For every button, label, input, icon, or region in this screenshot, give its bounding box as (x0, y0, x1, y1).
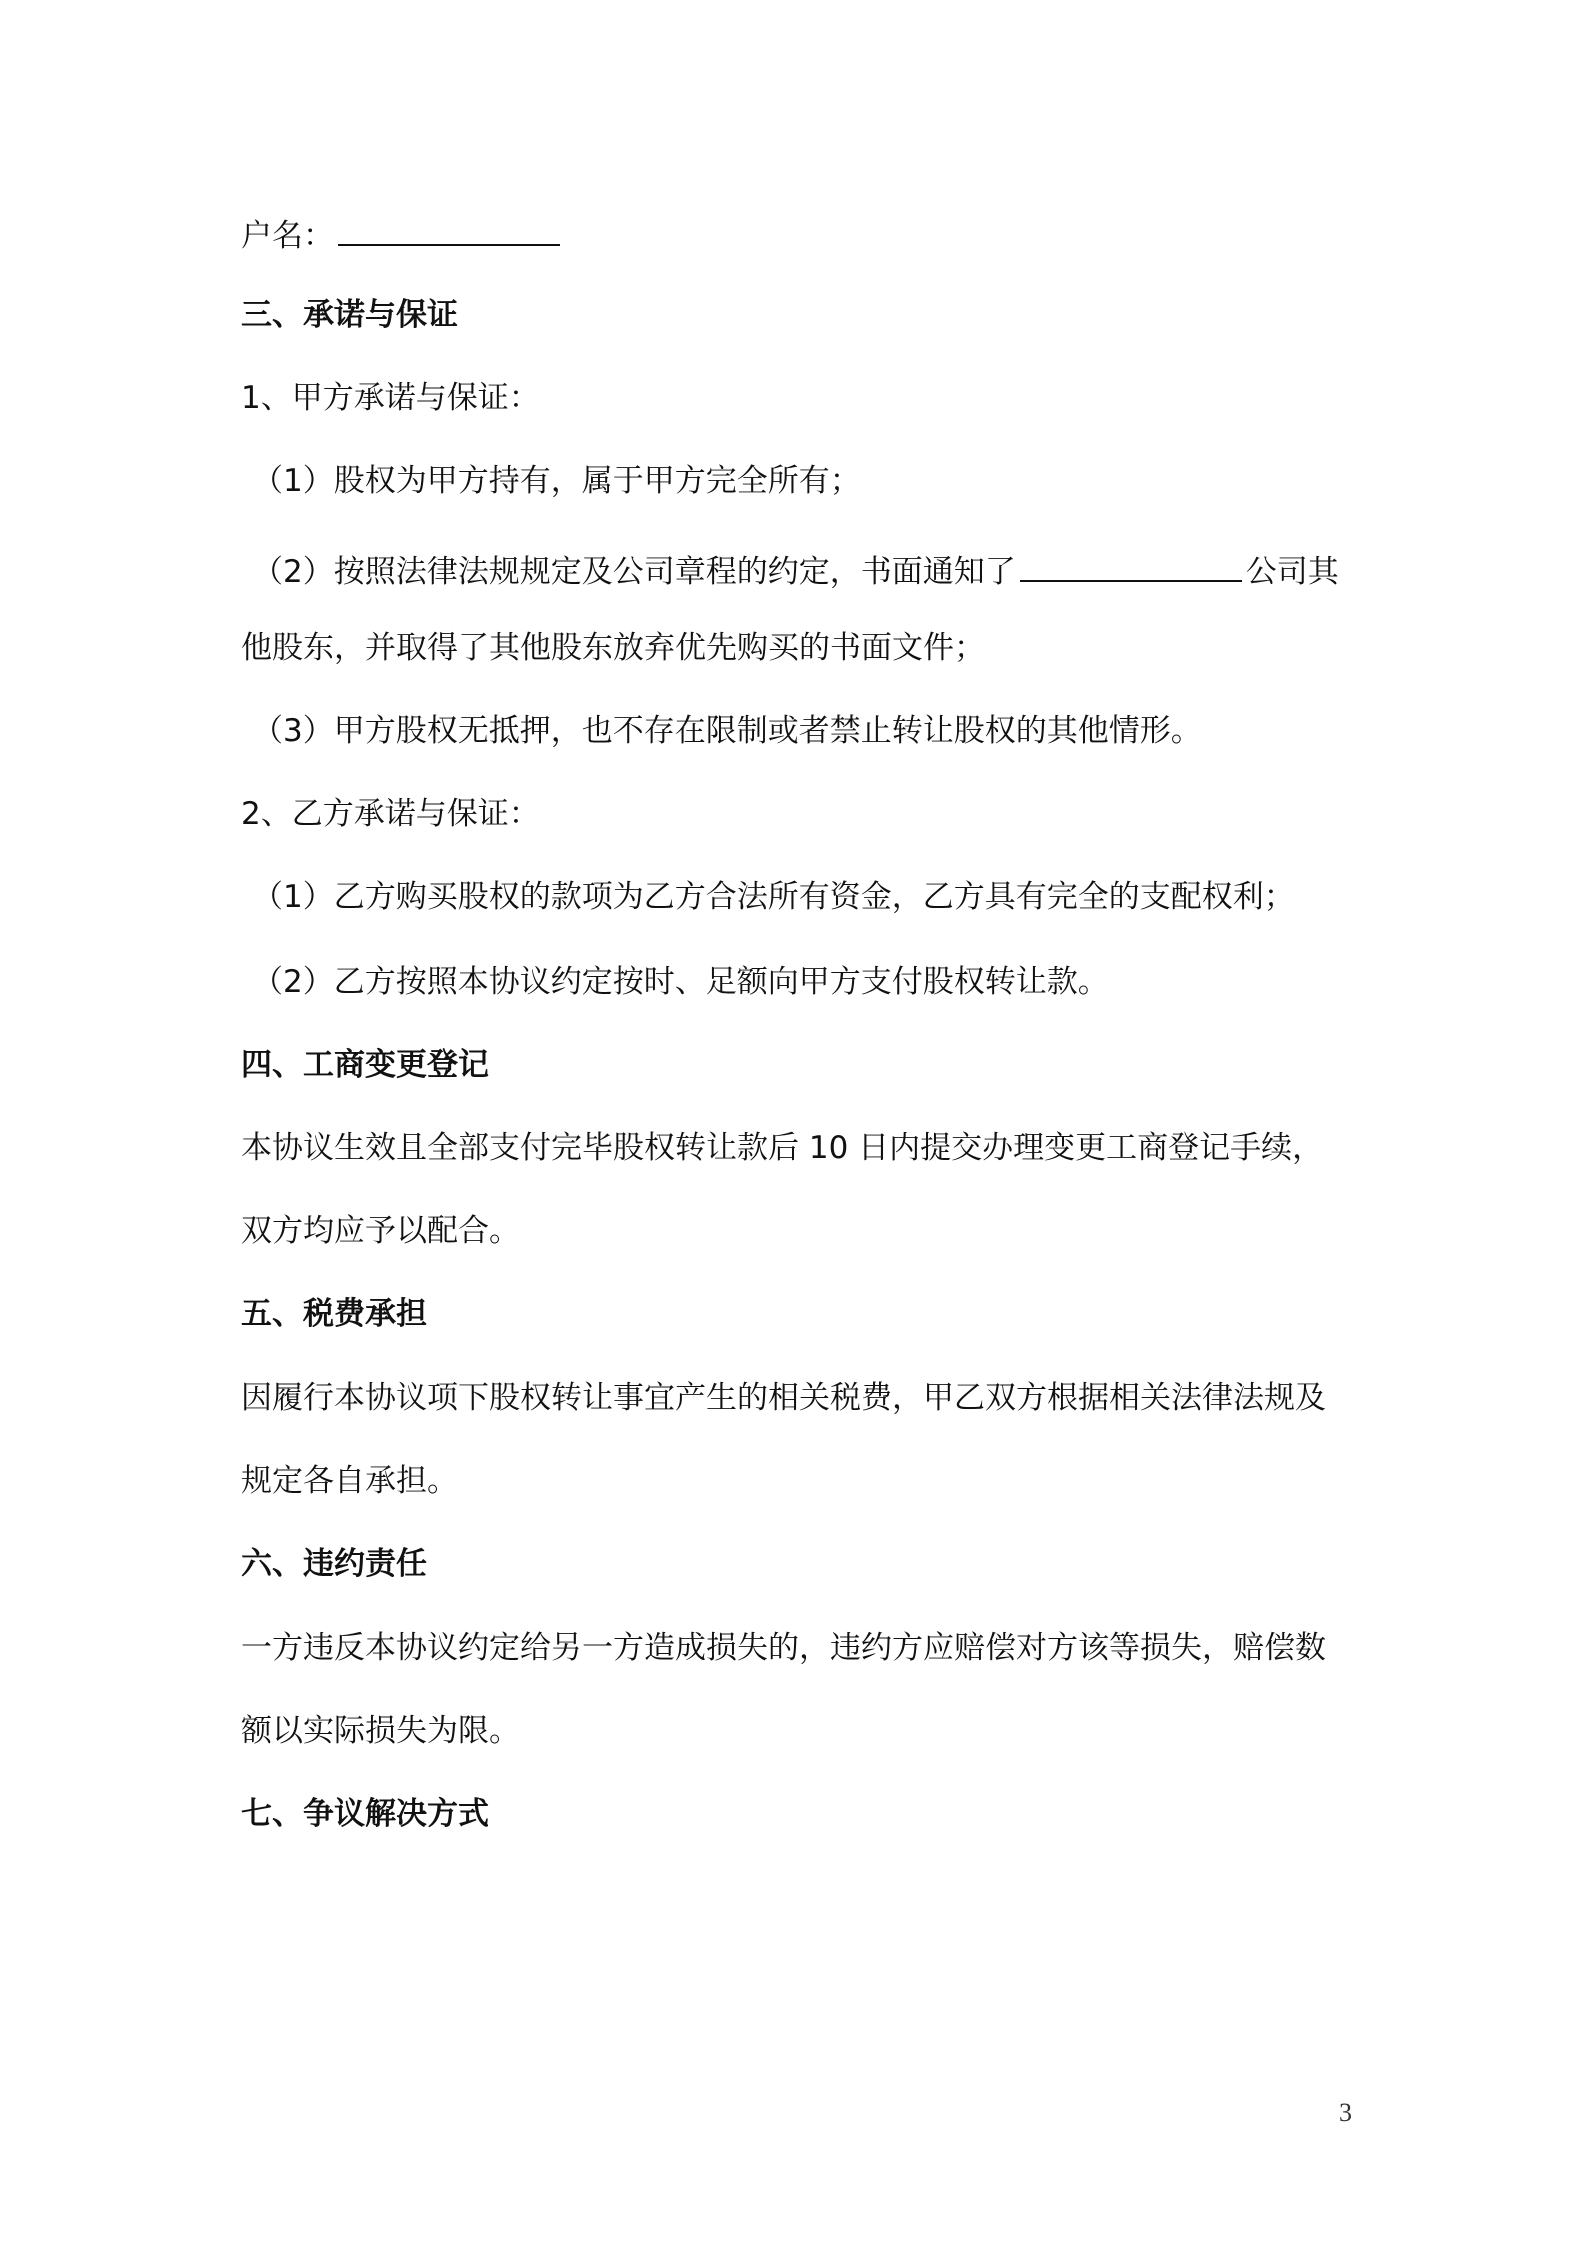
section7-title: 七、争议解决方式 (241, 1796, 489, 1832)
section4-paragraph-line1: 本协议生效且全部支付完毕股权转让款后 10 日内提交办理变更工商登记手续， (241, 1130, 1324, 1166)
party-a-item1: （1）股权为甲方持有，属于甲方完全所有； (252, 463, 861, 499)
section6-paragraph-line2: 额以实际损失为限。 (241, 1713, 520, 1749)
company-name-blank (1020, 550, 1242, 582)
party-b-title: 2、乙方承诺与保证： (241, 796, 540, 832)
party-b-item2: （2）乙方按照本协议约定按时、足额向甲方支付股权转让款。 (252, 964, 1109, 1000)
section4-paragraph-line2: 双方均应予以配合。 (241, 1213, 520, 1249)
party-a-item2-cont: 他股东，并取得了其他股东放弃优先购买的书面文件； (241, 630, 985, 666)
section4-title: 四、工商变更登记 (241, 1047, 489, 1083)
section5-paragraph-line2: 规定各自承担。 (241, 1463, 458, 1499)
account-name-blank (338, 214, 560, 246)
party-a-item2-after: 公司其 (1245, 554, 1339, 590)
section3-title: 三、承诺与保证 (241, 297, 458, 333)
party-a-title: 1、甲方承诺与保证： (241, 380, 540, 416)
account-name-label: 户名： (241, 218, 334, 254)
section5-title: 五、税费承担 (241, 1296, 427, 1332)
party-a-item3: （3）甲方股权无抵押，也不存在限制或者禁止转让股权的其他情形。 (252, 713, 1202, 749)
section6-title: 六、违约责任 (241, 1546, 427, 1582)
section6-paragraph-line1: 一方违反本协议约定给另一方造成损失的，违约方应赔偿对方该等损失，赔偿数 (241, 1630, 1326, 1666)
account-name-line (241, 214, 1361, 256)
page-number: 3 (1339, 2098, 1352, 2127)
section5-paragraph-line1: 因履行本协议项下股权转让事宜产生的相关税费，甲乙双方根据相关法律法规及 (241, 1380, 1326, 1416)
party-a-item2-line (252, 550, 1372, 592)
party-b-item1: （1）乙方购买股权的款项为乙方合法所有资金，乙方具有完全的支配权利； (252, 879, 1295, 915)
party-a-item2-before: （2）按照法律法规规定及公司章程的约定，书面通知了 (252, 554, 1016, 590)
